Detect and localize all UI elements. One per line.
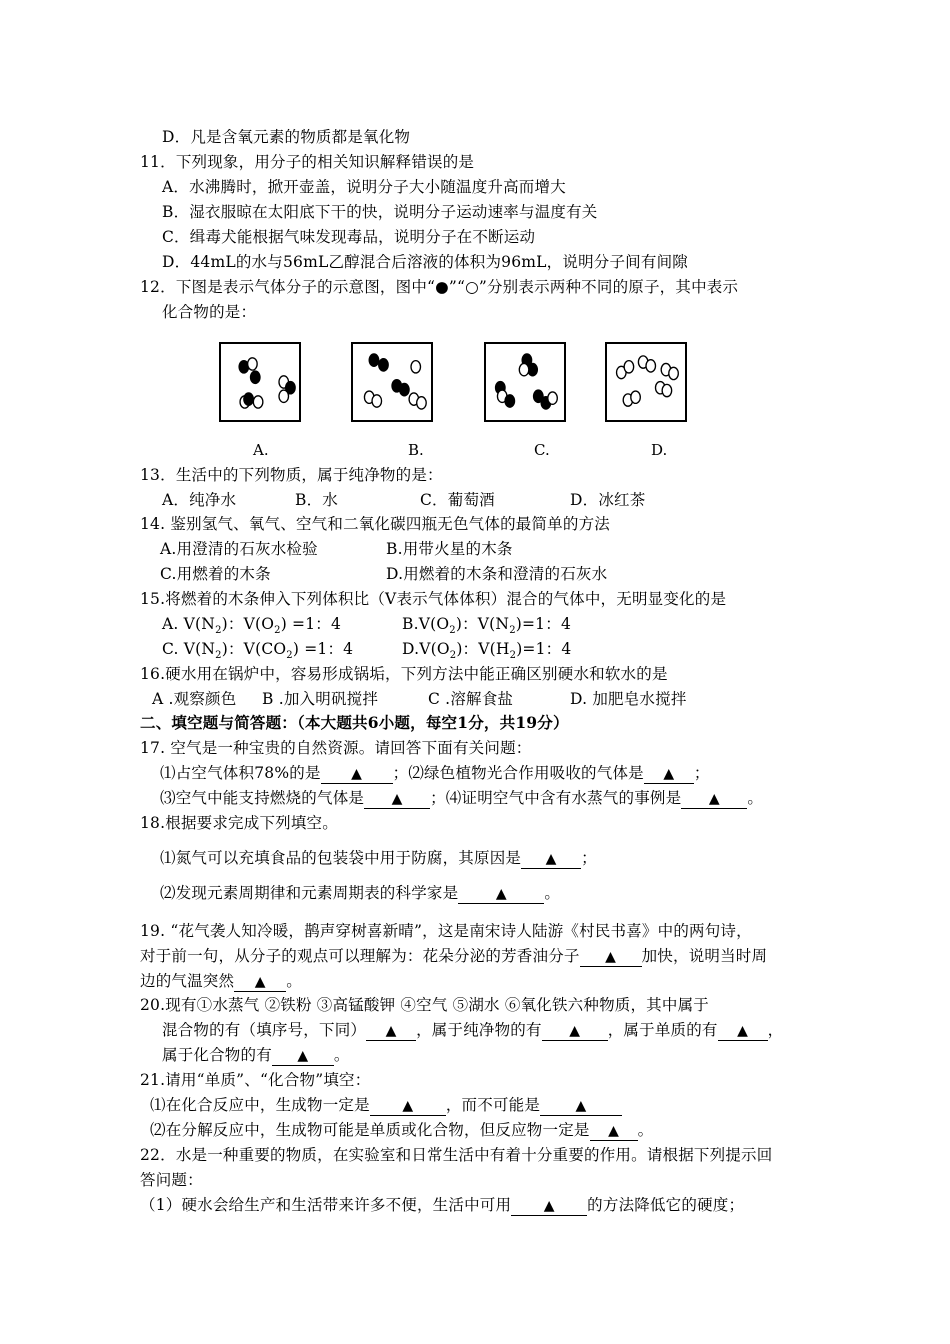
q20-line2: 混合物的有（填序号，下同） ▲ ，属于纯净物的有 ▲ ，属于单质的有 ▲ ， xyxy=(162,1021,784,1039)
q14-option-b: B.用带火星的木条 xyxy=(386,540,513,558)
q11-stem: 11．下列现象，用分子的相关知识解释错误的是 xyxy=(140,153,475,171)
diagram-label-c: C. xyxy=(534,441,550,459)
q17-blank-3[interactable]: ▲ xyxy=(364,790,430,809)
q13-option-b: B．水 xyxy=(295,491,338,509)
q14-option-d: D.用燃着的木条和澄清的石灰水 xyxy=(386,565,608,583)
molecule-diagram-d xyxy=(605,342,687,422)
q17-blank-4[interactable]: ▲ xyxy=(681,790,747,809)
q16-option-c: C .溶解食盐 xyxy=(428,690,514,708)
q12-stem-line1: 12．下图是表示气体分子的示意图，图中“●”“○”分别表示两种不同的原子，其中表示 xyxy=(140,278,739,296)
q18-line2: ⑵发现元素周期律和元素周期表的科学家是 ▲ 。 xyxy=(160,884,561,902)
q13-option-c: C．葡萄酒 xyxy=(420,491,495,509)
q14-option-c: C.用燃着的木条 xyxy=(160,565,271,583)
q10-option-d: D．凡是含氧元素的物质都是氧化物 xyxy=(162,128,411,146)
q20-blank-4[interactable]: ▲ xyxy=(272,1047,334,1066)
q15-option-c: C. $V(N_2)$：$V(CO_2) =1$：4 xyxy=(162,640,354,662)
q21-stem: 21.请用“单质”、“化合物”填空： xyxy=(140,1071,371,1089)
q17-stem: 17. 空气是一种宝贵的自然资源。请回答下面有关问题： xyxy=(140,739,532,757)
q21-line2: ⑵在分解反应中，生成物可能是单质或化合物，但反应物一定是 ▲ 。 xyxy=(150,1121,654,1139)
q19-blank-2[interactable]: ▲ xyxy=(234,973,286,992)
q22-line3: （1）硬水会给生产和生活带来许多不便，生活中可用 ▲ 的方法降低它的硬度； xyxy=(140,1196,745,1214)
q19-line3: 边的气温突然 ▲ 。 xyxy=(140,972,302,990)
diagram-label-a: A. xyxy=(253,441,269,459)
q16-stem: 16.硬水用在锅炉中，容易形成锅垢，下列方法中能正确区别硬水和软水的是 xyxy=(140,665,668,683)
q18-stem: 18.根据要求完成下列填空。 xyxy=(140,814,338,832)
q14-stem: 14. 鉴别氢气、氧气、空气和二氧化碳四瓶无色气体的最简单的方法 xyxy=(140,515,610,533)
q11-option-c: C．缉毒犬能根据气味发现毒品，说明分子在不断运动 xyxy=(162,228,536,246)
molecule-diagram-b xyxy=(351,342,433,422)
q16-option-d: D. 加肥皂水搅拌 xyxy=(570,690,687,708)
q19-line1: 19. “花气袭人知冷暖，鹊声穿树喜新晴”，这是南宋诗人陆游《村民书喜》中的两句诗， xyxy=(140,922,752,940)
q17-line2: ⑶空气中能支持燃烧的气体是 ▲ ；⑷证明空气中含有水蒸气的事例是 ▲ 。 xyxy=(160,789,764,807)
q22-line2: 答问题： xyxy=(140,1171,203,1189)
q15-option-a: A. $V(N_2)$：$V(O_2) =1$：4 xyxy=(162,615,342,637)
q16-option-a: A .观察颜色 xyxy=(152,690,237,708)
q22-line1: 22．水是一种重要的物质，在实验室和日常生活中有着十分重要的作用。请根据下列提示回 xyxy=(140,1146,773,1164)
q21-blank-3[interactable]: ▲ xyxy=(590,1122,638,1141)
q19-line2: 对于前一句，从分子的观点可以理解为：花朵分泌的芳香油分子 ▲ 加快，说明当时周 xyxy=(140,947,768,965)
q13-option-d: D．冰红茶 xyxy=(570,491,646,509)
q13-option-a: A．纯净水 xyxy=(162,491,237,509)
q21-blank-2[interactable]: ▲ xyxy=(540,1097,622,1116)
section-2-title: 二、填空题与简答题：（本大题共6小题，每空1分，共19分） xyxy=(140,713,569,732)
q17-blank-1[interactable]: ▲ xyxy=(321,765,393,784)
q15-stem: 15.将燃着的木条伸入下列体积比（V表示气体体积）混合的气体中，无明显变化的是 xyxy=(140,590,727,608)
q17-blank-2[interactable]: ▲ xyxy=(644,765,694,784)
q11-option-a: A．水沸腾时，掀开壶盖，说明分子大小随温度升高而增大 xyxy=(162,178,566,196)
q15-option-b: $B.V(O_2)$：$V(N_2)=1$：4 xyxy=(402,615,572,637)
q18-blank-2[interactable]: ▲ xyxy=(458,885,544,904)
q20-line1: 20.现有①水蒸气 ②铁粉 ③高锰酸钾 ④空气 ⑤湖水 ⑥氧化铁六种物质，其中属于 xyxy=(140,996,709,1014)
q21-blank-1[interactable]: ▲ xyxy=(370,1097,446,1116)
q20-blank-2[interactable]: ▲ xyxy=(542,1022,608,1041)
q20-blank-3[interactable]: ▲ xyxy=(718,1022,768,1041)
q20-line3: 属于化合物的有 ▲ 。 xyxy=(162,1046,350,1064)
q16-option-b: B .加入明矾搅拌 xyxy=(262,690,379,708)
q15-option-d: $D.V(O_2)$：$V(H_2)=1$：4 xyxy=(402,640,572,662)
q11-option-b: B．湿衣服晾在太阳底下干的快，说明分子运动速率与温度有关 xyxy=(162,203,598,221)
q11-option-d: D．44mL的水与56mL乙醇混合后溶液的体积为96mL，说明分子间有间隙 xyxy=(162,253,688,271)
q18-line1: ⑴氮气可以充填食品的包装袋中用于防腐，其原因是 ▲ ； xyxy=(160,849,597,867)
q18-blank-1[interactable]: ▲ xyxy=(521,850,581,869)
q12-stem-line2: 化合物的是： xyxy=(162,303,257,321)
q20-blank-1[interactable]: ▲ xyxy=(366,1022,416,1041)
q14-option-a: A.用澄清的石灰水检验 xyxy=(160,540,318,558)
q21-line1: ⑴在化合反应中，生成物一定是 ▲ ，而不可能是 ▲ xyxy=(150,1095,622,1116)
q22-blank-1[interactable]: ▲ xyxy=(511,1197,587,1216)
molecule-diagram-c xyxy=(484,342,566,422)
q17-line1: ⑴占空气体积78%的是 ▲ ；⑵绿色植物光合作用吸收的气体是 ▲ ； xyxy=(160,764,710,782)
q19-blank-1[interactable]: ▲ xyxy=(580,948,642,967)
diagram-label-b: B. xyxy=(408,441,424,459)
diagram-label-d: D. xyxy=(651,441,668,459)
molecule-diagram-a xyxy=(219,342,301,422)
q13-stem: 13．生活中的下列物质，属于纯净物的是： xyxy=(140,466,443,484)
